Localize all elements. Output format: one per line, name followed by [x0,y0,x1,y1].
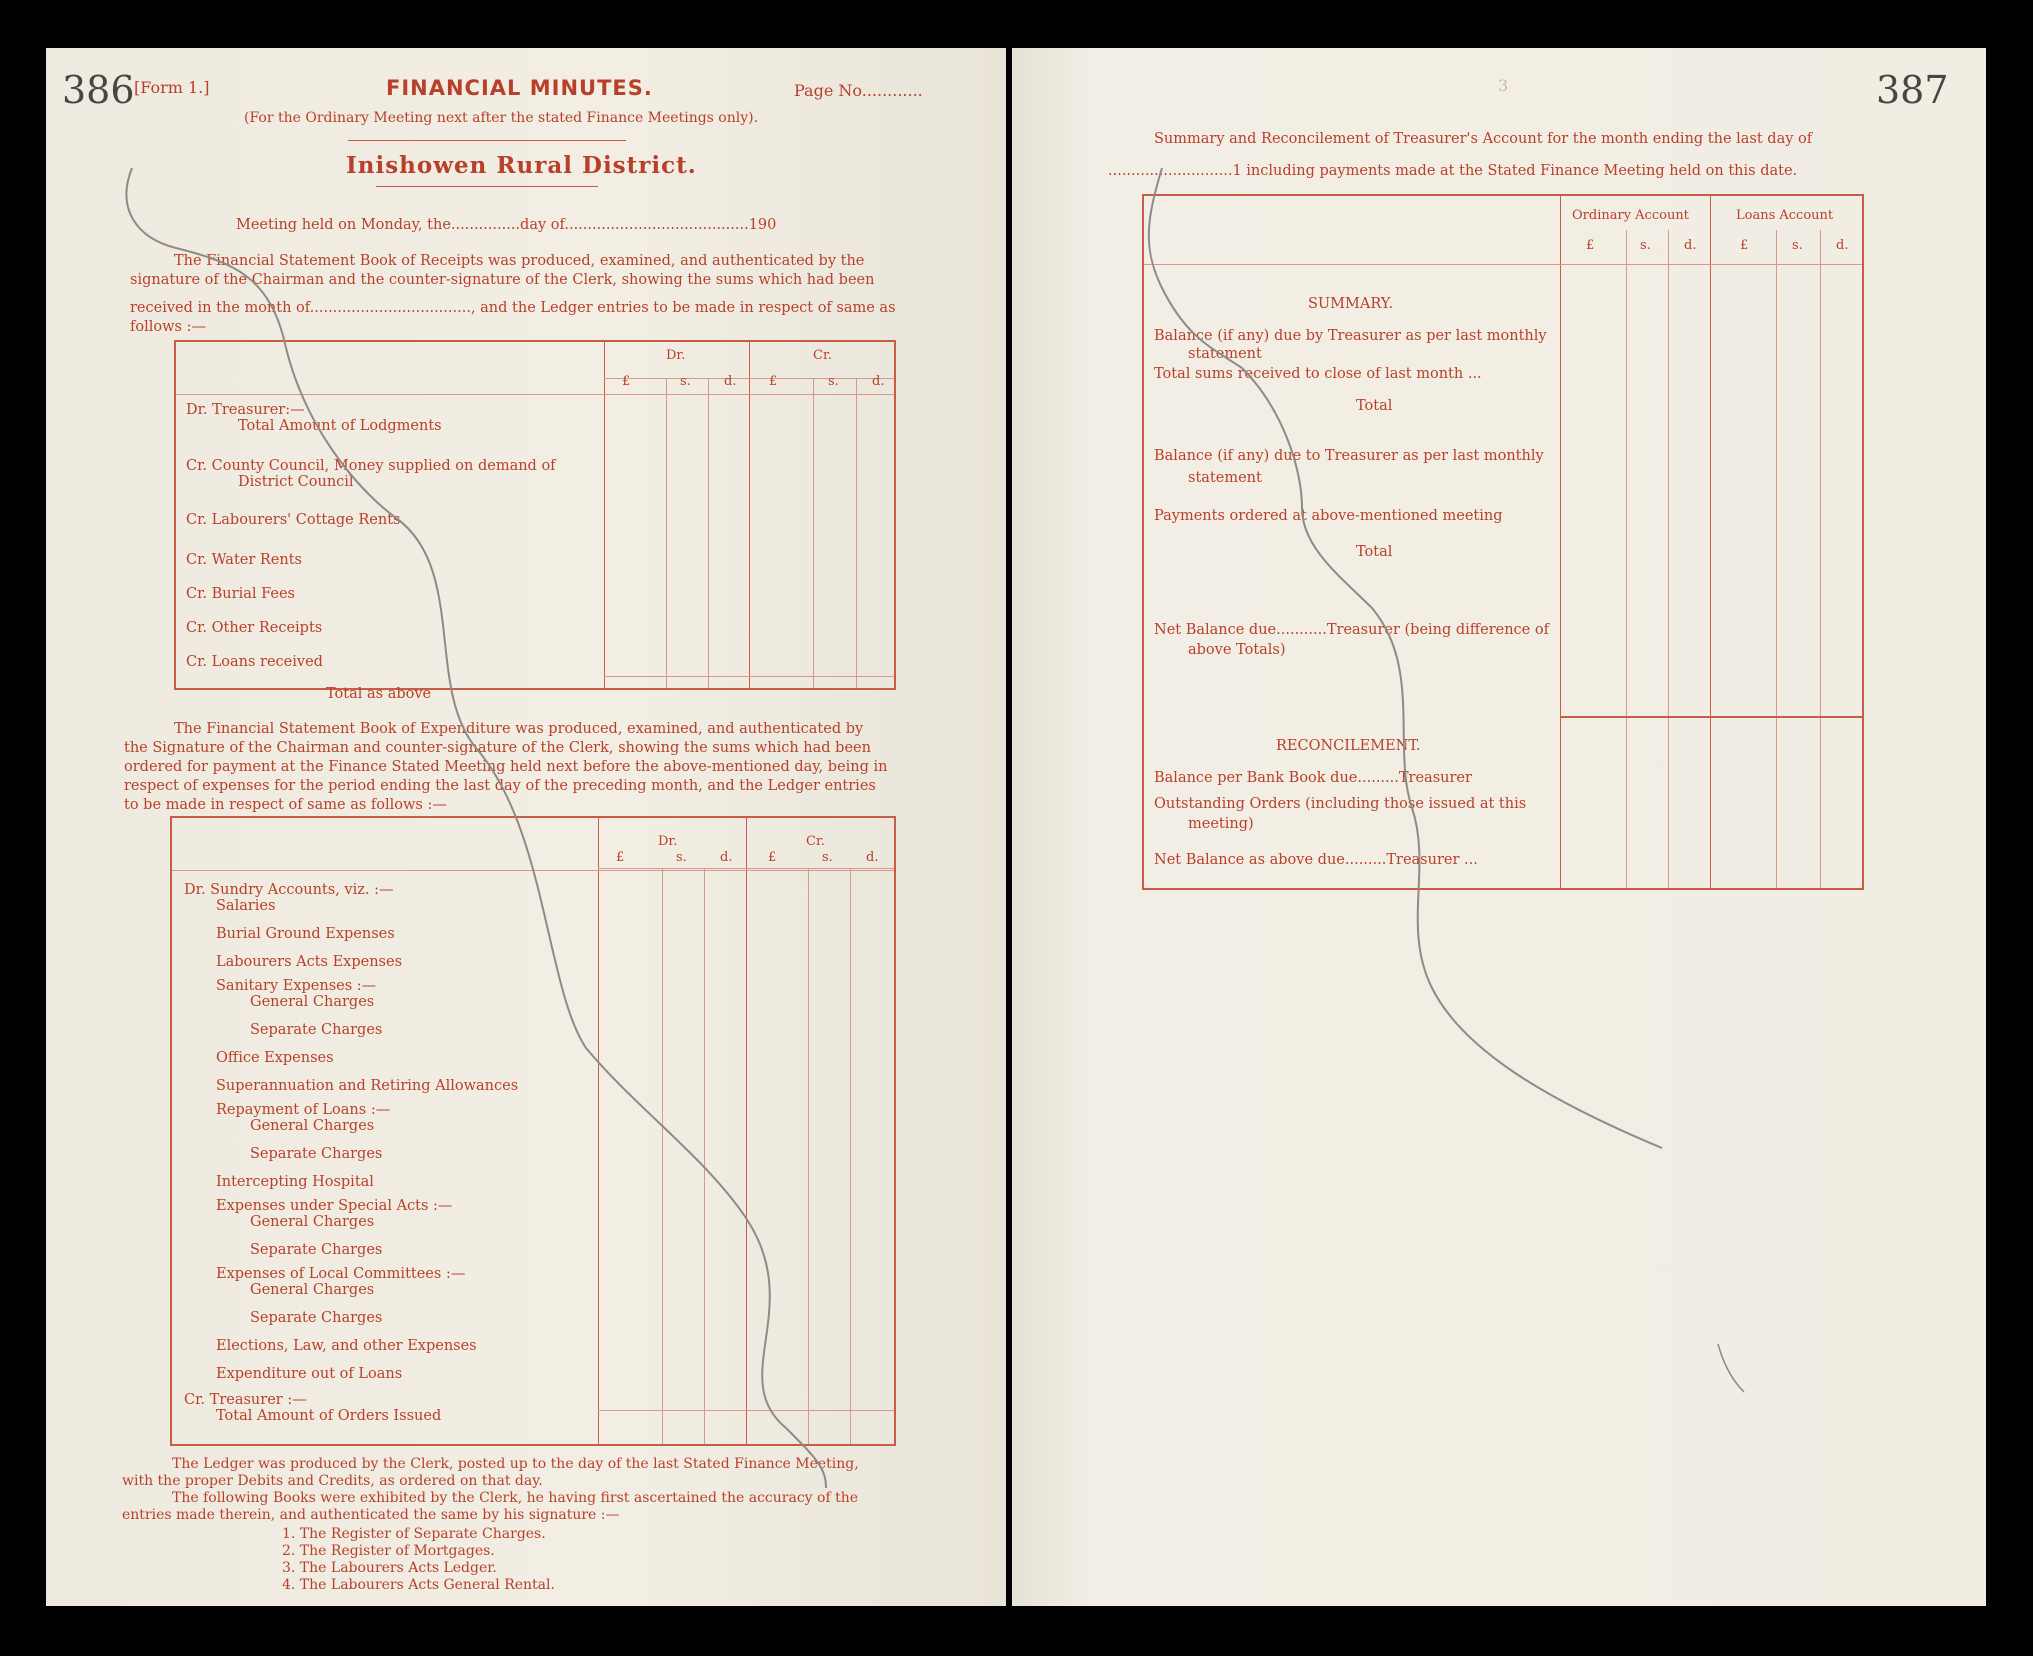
col-shillings: s. [676,850,687,865]
cr-label: Cr. [813,348,832,363]
summary-total-label: Total [1356,398,1393,414]
expense-row-label: Total Amount of Orders Issued [216,1408,442,1424]
col-pounds: £ [622,374,631,389]
expense-row-label: Cr. Treasurer :— [184,1392,307,1408]
expense-row-label: General Charges [250,1282,375,1298]
loans-account-header: Loans Account [1736,208,1834,223]
expense-row-label: Separate Charges [250,1146,383,1162]
expense-row-label: Separate Charges [250,1242,383,1258]
col-pence: d. [1836,238,1849,253]
summary-title: SUMMARY. [1308,296,1394,312]
expense-row-label: Office Expenses [216,1050,334,1066]
col-pounds: £ [769,374,778,389]
expense-row-label: Burial Ground Expenses [216,926,395,942]
page-number: 386 [62,68,135,112]
col-pounds: £ [1586,238,1595,253]
expense-row-label: General Charges [250,1118,375,1134]
reconcile-row-label: Balance per Bank Book due.........Treasurer [1154,770,1472,786]
page-no-label: Page No............ [794,81,923,100]
ghost-page-number: 3 [1498,76,1509,95]
col-pence: d. [1684,238,1697,253]
reconcile-row-label: Net Balance as above due.........Treasurer ... [1154,852,1478,868]
summary-row-label: above Totals) [1188,642,1286,658]
expense-row-label: Expenses of Local Committees :— [216,1266,466,1282]
page-number: 387 [1876,68,1949,112]
cr-label: Cr. [806,834,825,849]
col-shillings: s. [822,850,833,865]
right-page [1012,48,1986,1606]
dr-label: Dr. [658,834,678,849]
receipt-total-label: Total as above [326,686,432,702]
book-item: 2. The Register of Mortgages. [282,1543,495,1559]
receipt-row-label: Cr. Burial Fees [186,586,295,602]
expense-row-label: General Charges [250,994,375,1010]
expenditure-intro-line: the Signature of the Chairman and counter-signature of the Clerk, showing the sums which had been [124,740,871,756]
col-pounds: £ [768,850,777,865]
expense-row-label: Expenses under Special Acts :— [216,1198,453,1214]
receipt-row-label: Cr. County Council, Money supplied on demand of [186,458,556,474]
expenditure-intro-line: ordered for payment at the Finance Stated Meeting held next before the above-mentioned day, being in [124,759,888,775]
col-pence: d. [872,374,885,389]
dr-label: Dr. [666,348,686,363]
summary-table [1142,194,1864,890]
ledger-paragraph [122,1456,992,1524]
col-shillings: s. [680,374,691,389]
expense-row-label: Intercepting Hospital [216,1174,374,1190]
summary-intro-line: ...........................1 including payments made at the Stated Finance Meeting held on this date. [1108,163,1798,179]
summary-total-label: Total [1356,544,1393,560]
col-shillings: s. [1792,238,1803,253]
expense-row-label: Superannuation and Retiring Allowances [216,1078,519,1094]
page-subheading: (For the Ordinary Meeting next after the stated Finance Meetings only). [244,110,759,126]
col-pounds: £ [1740,238,1749,253]
expense-row-label: Separate Charges [250,1310,383,1326]
receipt-row-label: Cr. Labourers' Cottage Rents [186,512,401,528]
meeting-line: Meeting held on Monday, the...............day of........................................190 [236,217,777,233]
receipts-intro-line: signature of the Chairman and the counter-signature of the Clerk, showing the sums which had been [130,272,875,288]
receipts-intro-line: received in the month of..................................., and the Ledger entries to be made in respect of same as [130,300,896,316]
col-pence: d. [724,374,737,389]
book-item: 1. The Register of Separate Charges. [282,1526,546,1542]
book-item: 4. The Labourers Acts General Rental. [282,1577,555,1593]
expense-row-label: General Charges [250,1214,375,1230]
receipts-intro-line: The Financial Statement Book of Receipts was produced, examined, and authenticated by the [174,253,865,269]
summary-row-label: Balance (if any) due to Treasurer as per last monthly [1154,448,1544,464]
district-title: Inishowen Rural District. [346,152,697,179]
receipt-row-label: Dr. Treasurer:— [186,402,305,418]
summary-row-label: Payments ordered at above-mentioned meeting [1154,508,1503,524]
page-heading: FINANCIAL MINUTES. [386,76,653,100]
col-pounds: £ [616,850,625,865]
title-rule-bottom [376,186,598,187]
col-pence: d. [866,850,879,865]
col-shillings: s. [828,374,839,389]
books-list [282,1526,555,1594]
receipt-row-label: District Council [238,474,354,490]
summary-intro-line: Summary and Reconcilement of Treasurer's Account for the month ending the last day of [1154,131,1813,147]
receipt-row-label: Cr. Loans received [186,654,323,670]
receipt-row-label: Total Amount of Lodgments [238,418,442,434]
expenditure-table [170,816,896,1446]
expense-row-label: Separate Charges [250,1022,383,1038]
expenditure-intro-line: to be made in respect of same as follows :— [124,797,447,813]
summary-row-label: Total sums received to close of last month ... [1154,366,1482,382]
ledger-line: entries made therein, and authenticated the same by his signature :— [122,1507,620,1523]
ledger-line: The Ledger was produced by the Clerk, posted up to the day of the last Stated Finance Meeting, [172,1456,859,1472]
expenditure-intro [124,720,996,815]
receipts-intro [130,252,990,337]
expenditure-intro-line: The Financial Statement Book of Expenditure was produced, examined, and authenticated by [174,721,864,737]
left-page [46,48,1006,1606]
expense-row-label: Salaries [216,898,276,914]
form-label: [Form 1.] [134,78,210,97]
receipts-table [174,340,896,702]
summary-row-label: statement [1188,470,1262,486]
book-item: 3. The Labourers Acts Ledger. [282,1560,497,1576]
title-rule-top [348,140,626,141]
reconcile-row-label: meeting) [1188,816,1254,832]
receipt-row-label: Cr. Other Receipts [186,620,323,636]
expense-row-label: Expenditure out of Loans [216,1366,403,1382]
expense-row-label: Repayment of Loans :— [216,1102,391,1118]
ledger-line: with the proper Debits and Credits, as ordered on that day. [122,1473,543,1489]
expenditure-intro-line: respect of expenses for the period ending the last day of the preceding month, and the Ledger entries [124,778,876,794]
expense-row-label: Sanitary Expenses :— [216,978,377,994]
expense-row-label: Labourers Acts Expenses [216,954,403,970]
receipts-intro-line: follows :— [130,319,206,335]
expense-row-label: Dr. Sundry Accounts, viz. :— [184,882,394,898]
receipt-row-label: Cr. Water Rents [186,552,302,568]
expense-row-label: Elections, Law, and other Expenses [216,1338,477,1354]
reconcile-row-label: Outstanding Orders (including those issued at this [1154,796,1527,812]
ledger-line: The following Books were exhibited by the Clerk, he having first ascertained the accuracy of the [172,1490,859,1506]
summary-row-label: Net Balance due...........Treasurer (being difference of [1154,622,1549,638]
summary-row-label: statement [1188,346,1262,362]
col-shillings: s. [1640,238,1651,253]
reconcile-title: RECONCILEMENT. [1276,738,1421,754]
summary-row-label: Balance (if any) due by Treasurer as per last monthly [1154,328,1547,344]
col-pence: d. [720,850,733,865]
ordinary-account-header: Ordinary Account [1572,208,1689,223]
